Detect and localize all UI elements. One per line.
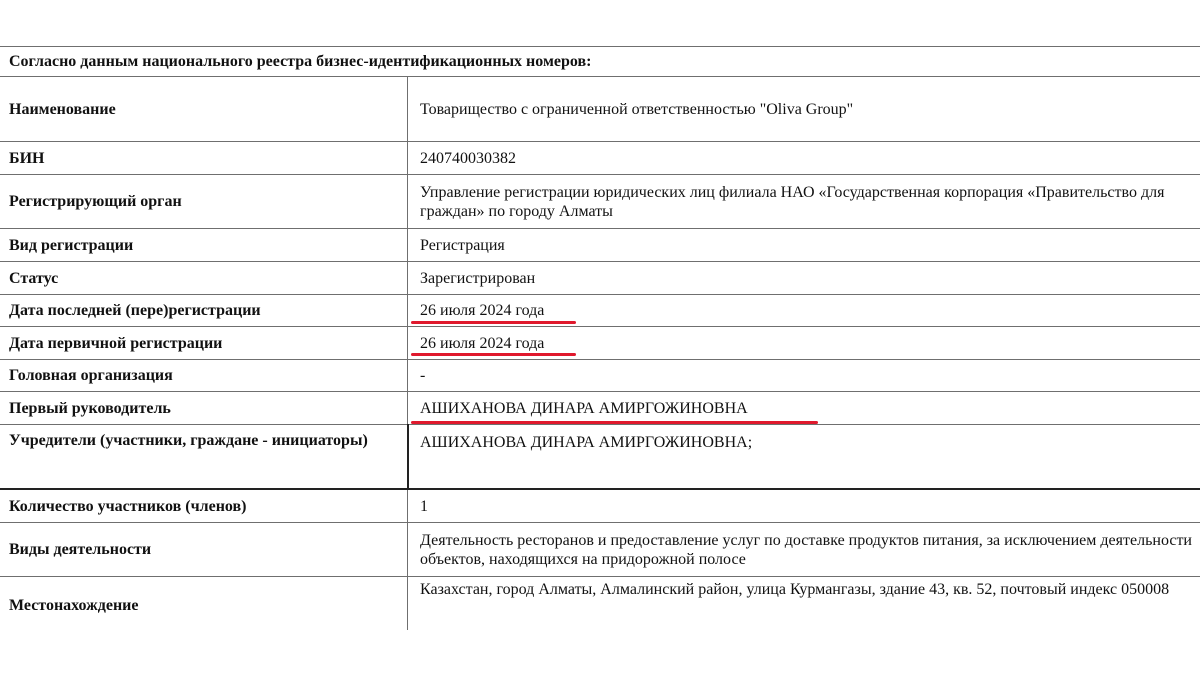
label-location: Местонахождение xyxy=(9,596,139,614)
value-member-count: 1 xyxy=(420,497,428,515)
label-registration-type: Вид регистрации xyxy=(9,236,134,254)
row-divider xyxy=(0,576,1200,577)
label-first-registration-date: Дата первичной регистрации xyxy=(9,334,223,352)
column-divider xyxy=(407,76,408,425)
label-name: Наименование xyxy=(9,100,116,118)
highlight-underline xyxy=(411,421,818,424)
label-status: Статус xyxy=(9,269,59,287)
row-divider xyxy=(0,424,1200,425)
value-registering-authority: Управление регистрации юридических лиц филиала НАО «Государственная корпорация «Правительство для граждан» по городу Алматы xyxy=(420,183,1165,220)
label-registering-authority: Регистрирующий орган xyxy=(9,193,182,210)
value-last-registration-date: 26 июля 2024 года xyxy=(420,302,545,319)
value-activities: Деятельность ресторанов и предоставление услуг по доставке продуктов питания, за исключением деятельности объектов, находящихся на придорожной полосе xyxy=(420,531,1192,568)
label-last-registration-date: Дата последней (пере)регистрации xyxy=(9,302,261,319)
label-head-organization: Головная организация xyxy=(9,367,173,384)
value-first-head: АШИХАНОВА ДИНАРА АМИРГОЖИНОВНА xyxy=(420,399,748,417)
column-divider-bold xyxy=(407,424,409,490)
value-first-registration-date: 26 июля 2024 года xyxy=(420,334,545,352)
table-header: Согласно данным национального реестра бизнес-идентификационных номеров: xyxy=(9,53,592,70)
label-member-count: Количество участников (членов) xyxy=(9,497,247,515)
label-first-head: Первый руководитель xyxy=(9,399,171,417)
value-registration-type: Регистрация xyxy=(420,236,505,254)
value-founders: АШИХАНОВА ДИНАРА АМИРГОЖИНОВНА; xyxy=(420,434,753,451)
column-divider xyxy=(407,490,408,630)
highlight-underline xyxy=(411,321,576,324)
value-location: Казахстан, город Алматы, Алмалинский район, улица Курмангазы, здание 43, кв. 52, почтовый индекс 050008 xyxy=(420,581,1170,598)
value-head-organization: - xyxy=(420,367,426,384)
highlight-underline xyxy=(411,353,576,356)
value-name: Товарищество с ограниченной ответственностью "Oliva Group" xyxy=(420,100,854,118)
label-activities: Виды деятельности xyxy=(9,541,152,558)
value-status: Зарегистрирован xyxy=(420,269,536,287)
value-bin: 240740030382 xyxy=(420,149,516,167)
label-bin: БИН xyxy=(9,149,45,167)
label-founders: Учредители (участники, граждане - инициаторы) xyxy=(9,432,368,449)
